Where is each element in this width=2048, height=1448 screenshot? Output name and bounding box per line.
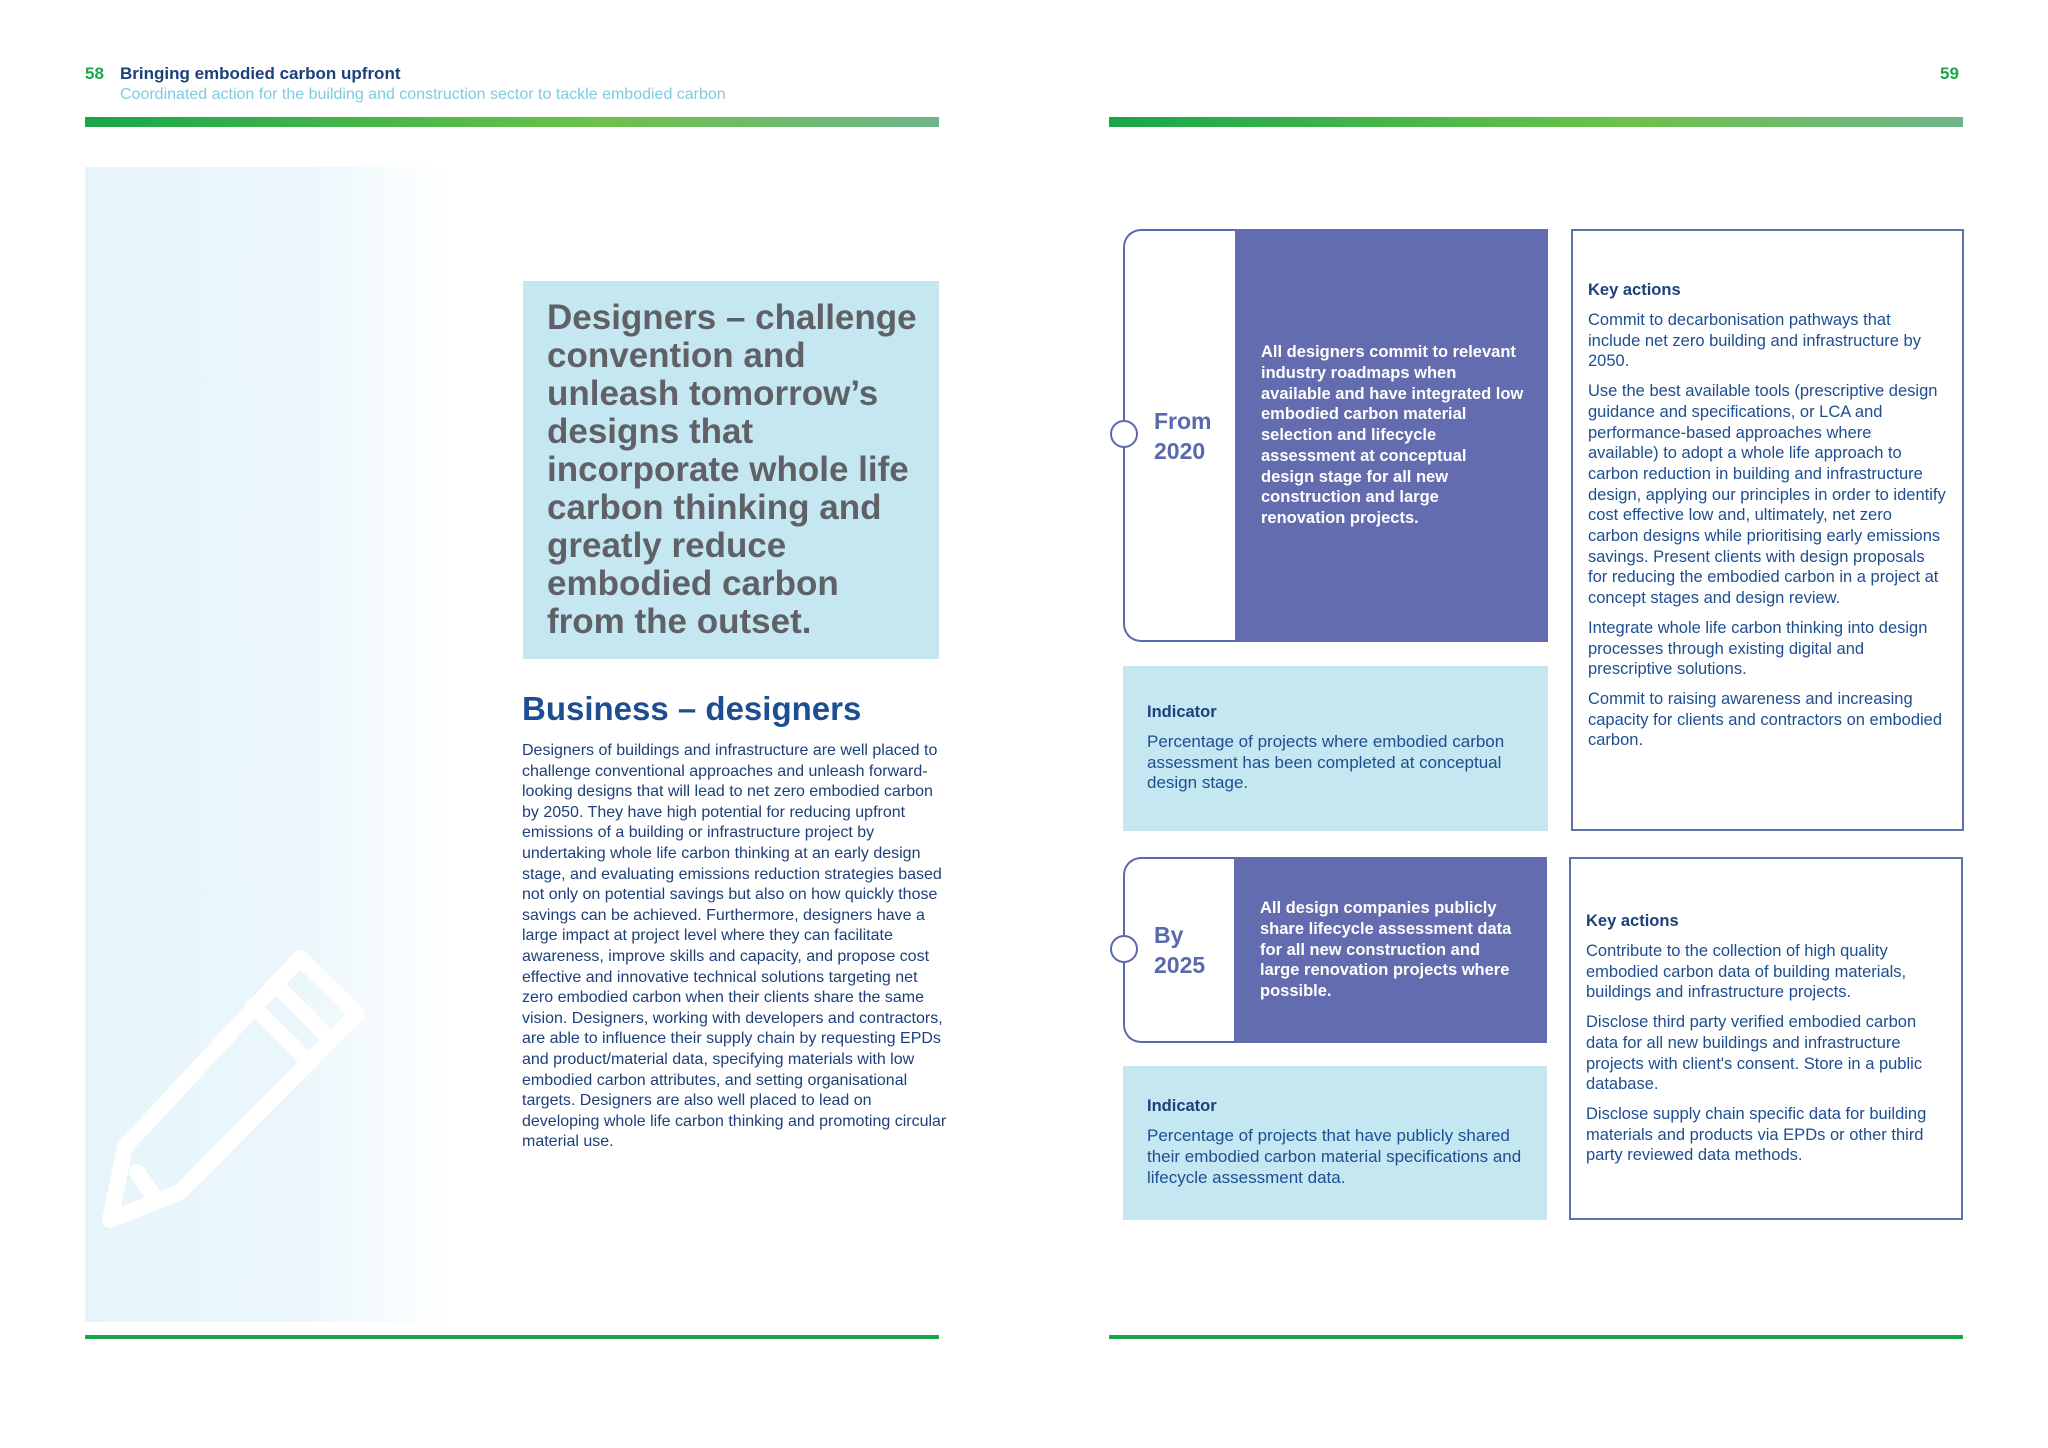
document-title: Bringing embodied carbon upfront	[120, 64, 401, 83]
left-page-number: 58	[85, 64, 104, 83]
indicator-box	[1123, 666, 1548, 831]
timeline-marker	[1110, 935, 1138, 963]
right-page-number: 59	[1940, 64, 1959, 83]
key-action-item: Commit to decarbonisation pathways that include net zero building and infrastructure by 2050.	[1588, 311, 1921, 371]
key-actions-title: Key actions	[1588, 281, 1681, 299]
header-rule-right	[1109, 117, 1963, 127]
indicator-text: Percentage of projects where embodied carbon assessment has been completed at conceptual design stage.	[1147, 731, 1505, 793]
pencil-icon	[95, 940, 455, 1300]
indicator-title: Indicator	[1147, 702, 1217, 721]
commitment-box	[1234, 857, 1547, 1043]
commitment-box	[1235, 229, 1548, 642]
key-action-item: Disclose third party verified embodied carbon data for all new buildings and infrastructure projects with client's consent. Store in a public database.	[1586, 1013, 1923, 1094]
footer-rule-left	[85, 1335, 939, 1339]
footer-rule-right	[1109, 1335, 1963, 1339]
key-action-item: Integrate whole life carbon thinking into design processes through existing digital and prescriptive solutions.	[1588, 618, 1928, 679]
key-action-item: Commit to raising awareness and increasing capacity for clients and contractors on embodied carbon.	[1588, 689, 1943, 750]
key-action-item: Disclose supply chain specific data for building materials and products via EPDs or other third party reviewed data methods.	[1586, 1104, 1927, 1165]
indicator-box	[1123, 1066, 1547, 1220]
key-action-item: Contribute to the collection of high quality embodied carbon data of building materials, buildings and infrastructure projects.	[1586, 942, 1907, 1002]
commitment-text: All designers commit to relevant industry roadmaps when available and have integrated low embodied carbon material selection and lifecycle assessment at conceptual design stage for all new construction and large renovation projects.	[1261, 343, 1524, 527]
year-prefix: From	[1154, 408, 1212, 434]
body-paragraph: Designers of buildings and infrastructure are well placed to challenge conventional approaches and unleash forward-looking designs that will lead to net zero embodied carbon by 2050. They have high potential for reducing upfront emissions of a building or infrastructure project by undertaking whole life carbon thinking at an early design stage, and evaluating emissions reduction strategies based not only on potential savings but also on how quickly those savings can be achieved. Furthermore, designers have a large impact at project level where they can facilitate awareness, improve skills and capacity, and propose cost effective and innovative technical solutions targeting net zero embodied carbon when their clients share the same vision. Designers, working with developers and contractors, are able to influence their supply chain by requesting EPDs and product/material data, specifying materials with low embodied carbon attributes, and setting organisational targets. Designers are also well placed to lead on developing whole life carbon thinking and promoting circular material use.	[522, 742, 947, 1151]
key-action-item: Use the best available tools (prescriptive design guidance and specifications, or LCA and performance-based approaches where available) to adopt a whole life approach to carbon reduction in building and infrastructure design, applying our principles in order to identify cost effective low and, ultimately, net zero carbon designs while prioritising early emissions savings. Present clients with design proposals for reducing the embodied carbon in a project at concept stages and design review.	[1588, 382, 1946, 608]
document-subtitle: Coordinated action for the building and construction sector to tackle embodied carbon	[120, 86, 726, 103]
year-value: 2025	[1154, 952, 1206, 978]
key-actions-box	[1571, 229, 1964, 831]
section-heading: Business – designers	[522, 690, 862, 727]
milestone-year-2025	[1154, 920, 1205, 980]
key-actions-title: Key actions	[1586, 912, 1679, 930]
year-value: 2020	[1154, 438, 1206, 464]
callout-text: Designers – challenge convention and unleash tomorrow’s designs that incorporate whole life carbon thinking and greatly reduce embodied carbon from the outset.	[547, 298, 917, 641]
key-actions-box	[1569, 857, 1963, 1220]
header-rule-left	[85, 117, 939, 127]
indicator-text: Percentage of projects that have publicly shared their embodied carbon material specifications and lifecycle assessment data.	[1147, 1126, 1522, 1187]
milestone-year-2020	[1154, 406, 1212, 466]
commitment-text: All design companies publicly share lifecycle assessment data for all new construction and large renovation projects where possible.	[1260, 899, 1512, 1001]
year-prefix: By	[1154, 922, 1184, 948]
indicator-title: Indicator	[1147, 1097, 1217, 1116]
callout-box	[523, 281, 939, 659]
timeline-marker	[1110, 420, 1138, 448]
